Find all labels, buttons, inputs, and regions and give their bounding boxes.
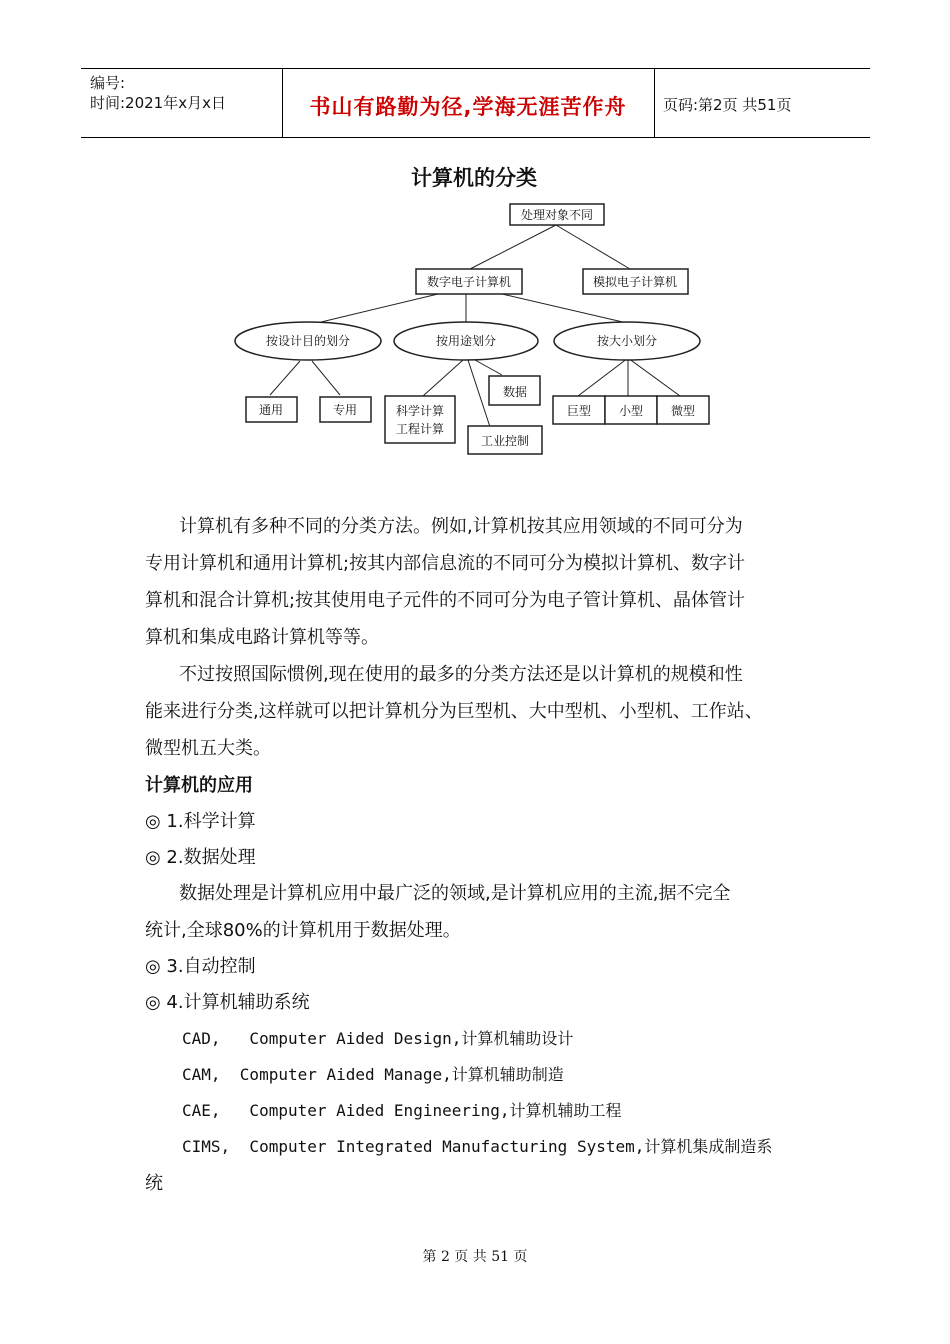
list-item-computer-aided-systems: ◎ 4.计算机辅助系统 xyxy=(145,992,310,1013)
micro-label: 微型 xyxy=(670,404,696,418)
motto: 书山有路勤为径,学海无涯苦作舟 xyxy=(309,95,627,119)
paragraph-1-line-3: 算机和混合计算机;按其使用电子元件的不同可分为电子管计算机、晶体管计 xyxy=(145,590,746,611)
small-label: 小型 xyxy=(618,404,644,418)
number-label: 编号: xyxy=(90,74,126,92)
engineering-computing-label: 工程计算 xyxy=(395,422,445,436)
paragraph-1-line-4: 算机和集成电路计算机等等。 xyxy=(145,627,379,648)
diagram-title: 计算机的分类 xyxy=(411,166,537,190)
paragraph-3-line-1: 数据处理是计算机应用中最广泛的领域,是计算机应用的主流,据不完全 xyxy=(179,883,731,904)
paragraph-2-line-3: 微型机五大类。 xyxy=(145,738,271,759)
page-footer: 第 2 页 共 51 页 xyxy=(422,1249,528,1265)
cam-line: CAM, Computer Aided Manage,计算机辅助制造 xyxy=(182,1065,564,1084)
cae-line: CAE, Computer Aided Engineering,计算机辅助工程 xyxy=(182,1101,622,1120)
section-heading: 计算机的应用 xyxy=(145,775,253,796)
data-label: 数据 xyxy=(502,385,528,399)
header-page-cell xyxy=(655,69,870,137)
list-item-automatic-control: ◎ 3.自动控制 xyxy=(145,956,256,977)
by-use-label: 按用途划分 xyxy=(435,334,497,348)
header-motto-cell xyxy=(282,69,655,137)
paragraph-3-line-2: 统计,全球80%的计算机用于数据处理。 xyxy=(145,920,461,941)
paragraph-1-line-1: 计算机有多种不同的分类方法。例如,计算机按其应用领域的不同可分为 xyxy=(179,516,743,537)
giant-label: 巨型 xyxy=(566,404,592,418)
cims-line: CIMS, Computer Integrated Manufacturing System,计算机集成制造系 xyxy=(182,1137,773,1156)
header-page-label: 页码:第2页 共51页 xyxy=(663,96,792,114)
analog-computer-label: 模拟电子计算机 xyxy=(592,275,678,289)
header-info-cell xyxy=(81,69,283,137)
paragraph-2-line-2: 能来进行分类,这样就可以把计算机分为巨型机、大中型机、小型机、工作站、 xyxy=(145,701,763,722)
by-design-label: 按设计目的划分 xyxy=(265,334,351,348)
cad-line: CAD, Computer Aided Design,计算机辅助设计 xyxy=(182,1029,574,1048)
classification-diagram xyxy=(230,156,725,462)
special-label: 专用 xyxy=(332,403,358,417)
time-label: 时间:2021年x月x日 xyxy=(90,94,226,112)
paragraph-1-line-2: 专用计算机和通用计算机;按其内部信息流的不同可分为模拟计算机、数字计 xyxy=(145,553,746,574)
industrial-control-label: 工业控制 xyxy=(480,434,530,448)
cims-line-tail: 统 xyxy=(145,1173,163,1194)
paragraph-2-line-1: 不过按照国际惯例,现在使用的最多的分类方法还是以计算机的规模和性 xyxy=(179,664,743,685)
by-size-label: 按大小划分 xyxy=(596,334,658,348)
general-label: 通用 xyxy=(258,403,284,417)
list-item-scientific-computing: ◎ 1.科学计算 xyxy=(145,811,256,832)
root-label: 处理对象不同 xyxy=(520,208,594,222)
page-header xyxy=(81,68,870,138)
scientific-computing-label: 科学计算 xyxy=(395,404,445,418)
list-item-data-processing: ◎ 2.数据处理 xyxy=(145,847,256,868)
digital-computer-label: 数字电子计算机 xyxy=(426,275,512,289)
